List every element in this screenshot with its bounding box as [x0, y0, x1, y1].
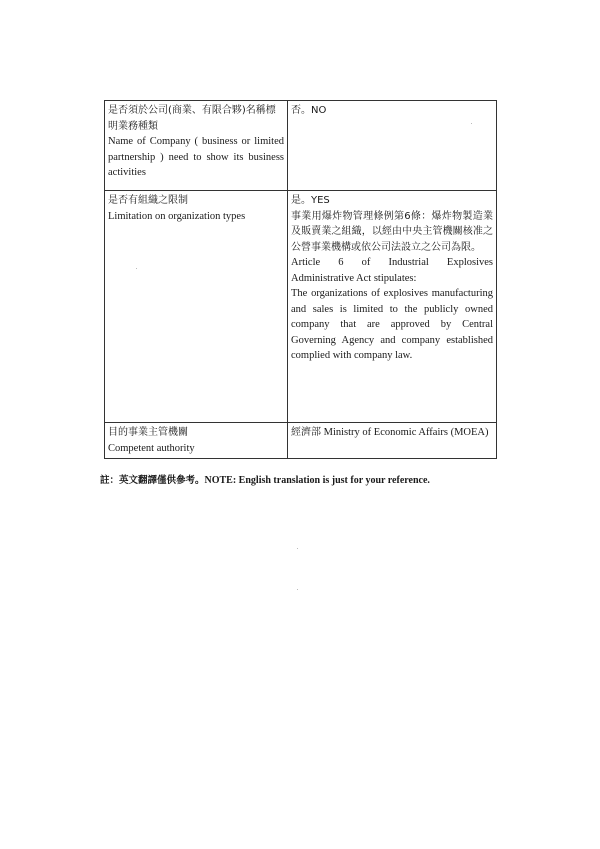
note-en: NOTE: English translation is just for your reference.	[204, 475, 430, 486]
scan-speck	[471, 123, 472, 124]
answer-cell	[288, 423, 497, 459]
table-row	[105, 101, 497, 191]
answer-detail-en-body: The organizations of explosives manufacturing and sales is limited to the publicly owned company that are approved by Central Governing Agency and company established complied with company law.	[291, 288, 493, 361]
scan-speck	[136, 268, 137, 269]
note-zh: 註：英文翻譯僅供參考。	[100, 475, 205, 486]
scan-speck	[297, 589, 298, 590]
answer-cell	[288, 191, 497, 423]
scan-speck	[297, 548, 298, 549]
question-zh: 是否須於公司(商業、有限合夥)名稱標明業務種類	[108, 105, 276, 132]
table-row	[105, 423, 497, 459]
answer-detail-en-article: Article 6 of Industrial Explosives Administrative Act stipulates:	[291, 257, 493, 284]
company-requirements-table	[104, 100, 497, 459]
answer-cell	[288, 101, 497, 191]
answer-zh: 否。NO	[291, 105, 327, 116]
answer-zh: 經濟部	[291, 427, 321, 438]
question-en: Competent authority	[108, 442, 195, 454]
question-cell	[105, 423, 288, 459]
answer-en: Ministry of Economic Affairs (MOEA)	[323, 427, 489, 438]
question-zh: 目的事業主管機關	[108, 427, 188, 438]
translation-note	[100, 472, 500, 486]
question-en: Name of Company ( business or limited partnership ) need to show its business activities	[108, 136, 284, 178]
answer-detail-zh: 事業用爆炸物管理條例第6條：爆炸物製造業及販賣業之組織，以經由中央主管機關核准之公營事業機構或依公司法設立之公司為限。	[291, 210, 493, 253]
table-row	[105, 191, 497, 423]
question-en: Limitation on organization types	[108, 210, 246, 222]
question-cell	[105, 101, 288, 191]
answer-zh: 是。YES	[291, 195, 330, 206]
question-zh: 是否有組織之限制	[108, 195, 188, 206]
question-cell	[105, 191, 288, 423]
